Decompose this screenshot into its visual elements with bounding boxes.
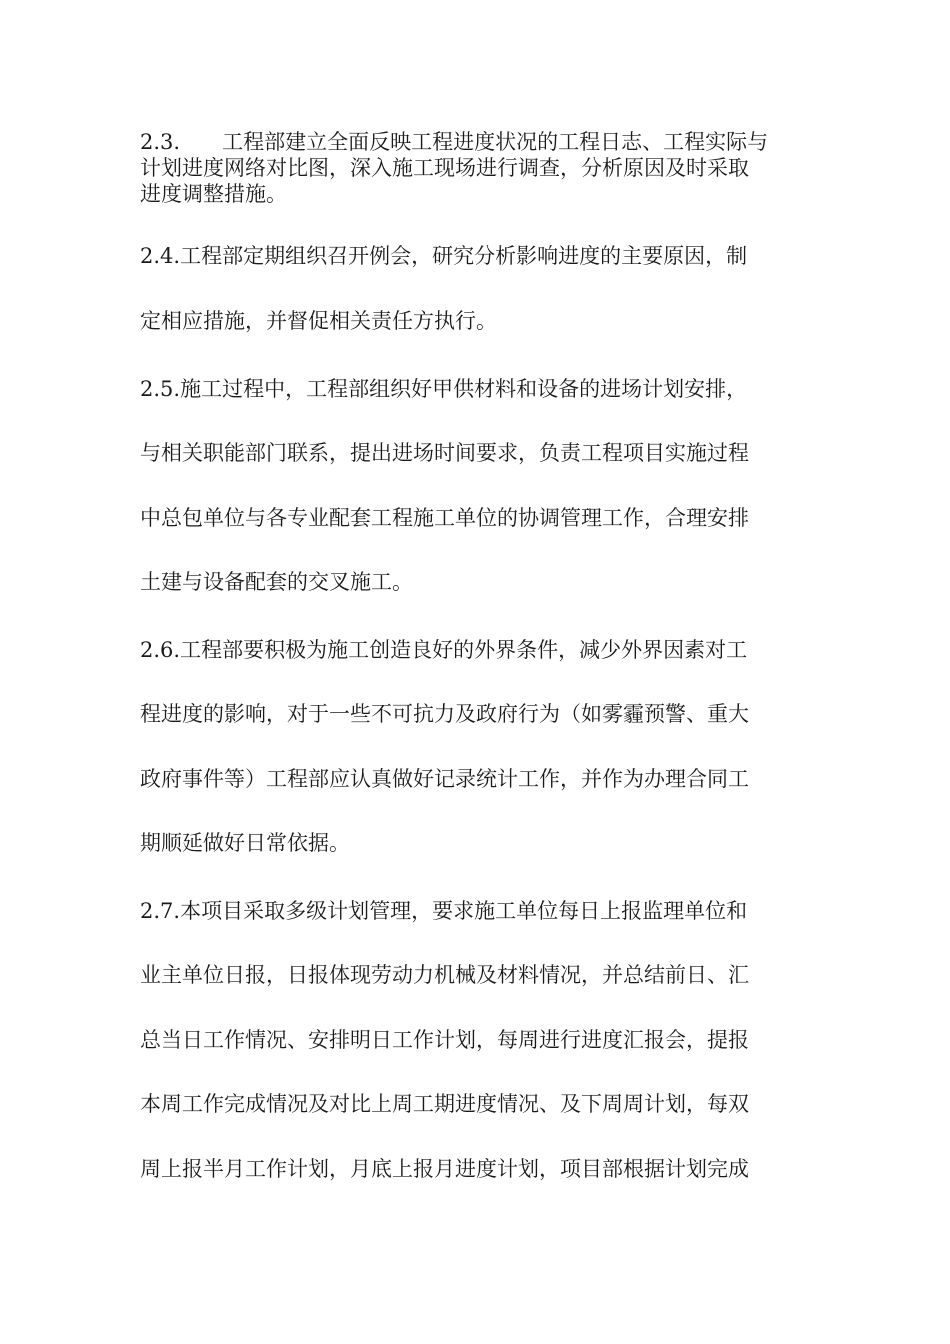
paragraph-number: 2.3. — [140, 130, 181, 154]
paragraph-text: 工程部建立全面反映工程进度状况的工程日志、工程实际与 — [222, 130, 769, 154]
paragraph-2-6-line-1 — [140, 637, 800, 663]
paragraph-2-7-line-5: 周上报半月工作计划，月底上报月进度计划，项目部根据计划完成 — [140, 1157, 749, 1181]
paragraph-number: 2.7. — [140, 899, 181, 923]
paragraph-2-3-line-2: 计划进度网络对比图，深入施工现场进行调查，分析原因及时采取 — [140, 156, 749, 180]
paragraph-2-3-line-3: 进度调整措施。 — [140, 182, 287, 206]
paragraph-2-6-line-4: 期顺延做好日常依据。 — [140, 831, 350, 855]
paragraph-2-7-line-2: 业主单位日报，日报体现劳动力机械及材料情况，并总结前日、汇 — [140, 963, 749, 987]
paragraph-text: 施工过程中，工程部组织好甲供材料和设备的进场计划安排， — [180, 377, 748, 401]
paragraph-2-5-line-4: 土建与设备配套的交叉施工。 — [140, 570, 413, 594]
paragraph-2-7-line-1 — [140, 898, 800, 924]
paragraph-2-5-line-3: 中总包单位与各专业配套工程施工单位的协调管理工作，合理安排 — [140, 506, 749, 530]
paragraph-2-6-line-2: 程进度的影响，对于一些不可抗力及政府行为（如雾霾预警、重大 — [140, 702, 749, 726]
paragraph-2-5-line-1 — [140, 376, 800, 402]
paragraph-text: 工程部要积极为施工创造良好的外界条件，减少外界因素对工 — [180, 638, 748, 662]
paragraph-2-4-line-2: 定相应措施，并督促相关责任方执行。 — [140, 309, 497, 333]
paragraph-number: 2.5. — [140, 377, 181, 401]
paragraph-number: 2.4. — [140, 244, 181, 268]
paragraph-2-5-line-2: 与相关职能部门联系，提出进场时间要求，负责工程项目实施过程 — [140, 441, 749, 465]
paragraph-2-7-line-4: 本周工作完成情况及对比上周工期进度情况、及下周周计划，每双 — [140, 1092, 749, 1116]
paragraph-2-6-line-3: 政府事件等）工程部应认真做好记录统计工作，并作为办理合同工 — [140, 767, 749, 791]
paragraph-text: 工程部定期组织召开例会，研究分析影响进度的主要原因，制 — [180, 244, 748, 268]
paragraph-number: 2.6. — [140, 638, 181, 662]
paragraph-2-7-line-3: 总当日工作情况、安排明日工作计划，每周进行进度汇报会，提报 — [140, 1028, 749, 1052]
paragraph-text: 本项目采取多级计划管理，要求施工单位每日上报监理单位和 — [180, 899, 748, 923]
paragraph-2-3-line-1 — [140, 129, 800, 155]
paragraph-2-4-line-1 — [140, 243, 800, 269]
